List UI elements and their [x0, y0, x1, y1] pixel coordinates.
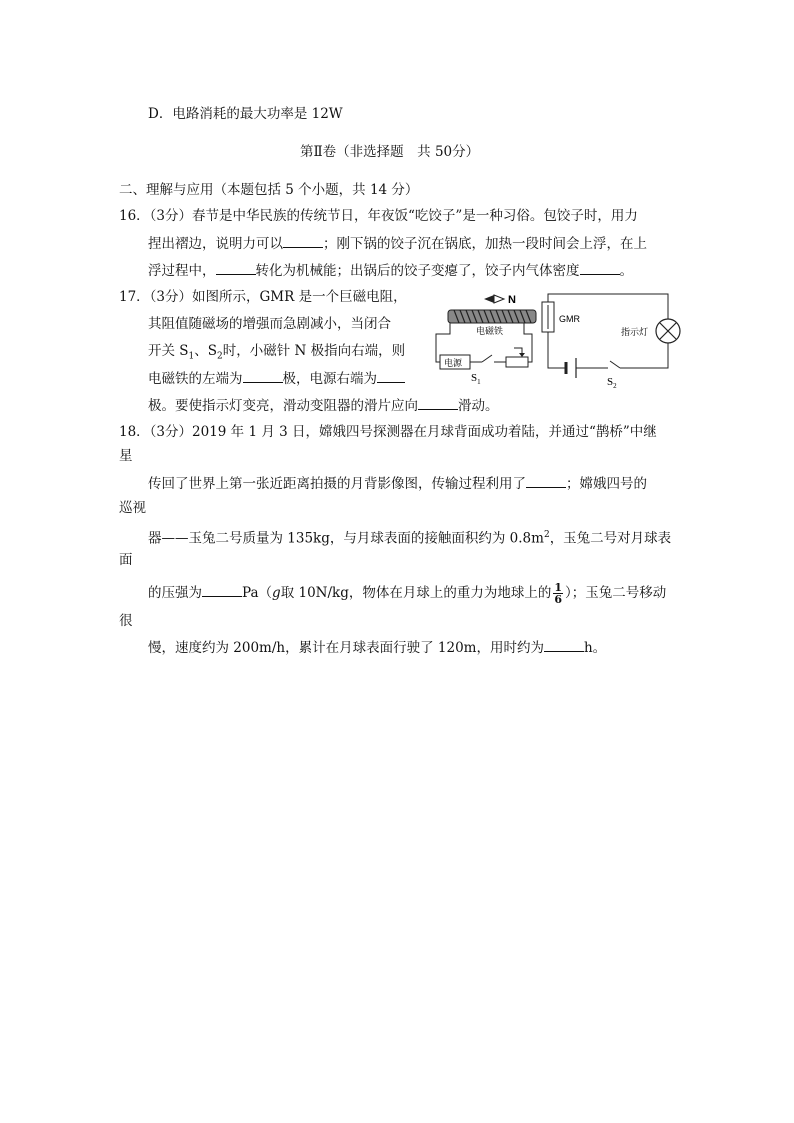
subscript: 1: [188, 351, 195, 362]
answer-blank[interactable]: [526, 473, 566, 488]
q17-text: 、S: [194, 343, 218, 359]
q18-line3: [148, 525, 671, 549]
part2-title: 二、理解与应用（本题包括 5 个小题，共 14 分）: [119, 182, 419, 198]
q18-text: 的压强为: [148, 585, 202, 601]
q17-line2: 其阻值随磁场的增强而急剧减小，当闭合: [148, 316, 391, 332]
gmr-label: GMR: [559, 314, 580, 324]
answer-blank[interactable]: [202, 582, 242, 597]
rheostat: [506, 357, 528, 367]
q17-text: 开关 S: [148, 343, 189, 359]
q18-line5: [148, 637, 606, 658]
q18-line2: [148, 473, 647, 494]
q17-text: 极。要使指示灯变亮，滑动变阻器的滑片应向: [148, 398, 418, 414]
s1-label: $S_1$: [471, 372, 481, 386]
rheostat-slider: [514, 348, 522, 357]
q17-text: 极，电源右端为: [282, 371, 377, 387]
answer-blank[interactable]: [580, 260, 620, 275]
slider-arrow-icon: [519, 353, 525, 357]
q17-text: 电磁铁的左端为: [148, 371, 243, 387]
q18-wrap4: 很: [119, 613, 133, 629]
q16-text: 浮过程中，: [148, 263, 216, 279]
answer-blank[interactable]: [418, 395, 458, 410]
fraction-one-sixth: [553, 582, 563, 605]
q16-text: 转化为机械能；出锅后的饺子变瘪了，饺子内气体密度: [255, 263, 580, 279]
q18-text: 传回了世界上第一张近距离拍摄的月背影像图，传输过程利用了: [148, 476, 526, 492]
q18-text: Pa（: [242, 585, 273, 601]
lamp-icon: [656, 319, 680, 343]
q18-text: ）；玉兔二号移动: [565, 585, 667, 601]
q18-text: 取 10N/kg，物体在月球上的重力为地球上的: [280, 585, 552, 601]
q16-text: 捏出褶边，说明力可以: [148, 236, 283, 252]
fraction-denominator: 6: [554, 593, 562, 606]
superscript: 2: [543, 530, 550, 540]
answer-blank[interactable]: [243, 368, 283, 383]
electromagnet-label: 电磁铁: [476, 326, 504, 336]
q18-text: 慢，速度约为 200m/h，累计在月球表面行驶了 120m，用时约为: [148, 640, 544, 656]
q16-text: 。: [619, 263, 633, 279]
q17-text: 时，小磁针 N 极指向右端，则: [222, 343, 406, 359]
answer-blank[interactable]: [283, 233, 323, 248]
lamp-label: 指示灯: [621, 327, 649, 337]
answer-blank[interactable]: [216, 260, 256, 275]
q17-line5: [148, 395, 499, 416]
q18-text: 器——玉兔二号质量为 135kg，与月球表面的接触面积约为 0.8m: [148, 530, 544, 547]
subscript: 2: [217, 351, 223, 362]
compass-needle-icon: [484, 294, 516, 306]
q18-wrap1: 星: [119, 448, 133, 464]
fraction-numerator: 1: [554, 581, 562, 594]
q17-text: 滑动。: [458, 398, 499, 414]
electromagnet-icon: [448, 310, 536, 323]
q16-line2: [148, 233, 647, 254]
q16-text: ；刚下锅的饺子沉在锅底，加热一段时间会上浮，在上: [323, 236, 647, 252]
needle-label: N: [508, 294, 516, 306]
section-header: 第Ⅱ卷（非选择题 共 50分）: [300, 144, 480, 160]
circuit-diagram: [428, 288, 693, 388]
answer-blank[interactable]: [544, 637, 584, 652]
q18-text: ；嫦娥四号的: [566, 476, 647, 492]
q18-wrap2: 巡视: [119, 500, 146, 516]
q18-line1: 18．（3分）2019 年 1 月 3 日，嫦娥四号探测器在月球背面成功着陆，并通过“鹊桥”中继: [119, 424, 657, 440]
option-d: D．电路消耗的最大功率是 12W: [148, 106, 343, 122]
q17-line1: 17．（3分）如图所示，GMR 是一个巨磁电阻，: [119, 289, 407, 305]
q18-text: ，玉兔二号对月球表: [549, 530, 672, 547]
g-symbol: g: [272, 585, 281, 601]
q18-line4: [148, 582, 666, 605]
battery-icon: [566, 358, 576, 378]
answer-blank[interactable]: [377, 368, 405, 383]
q17-line4: [148, 368, 405, 389]
q18-text: h。: [583, 640, 607, 656]
right-circuit-wires: [548, 294, 668, 368]
s2-label: $S_2$: [607, 376, 617, 388]
q16-line1: 16．（3分）春节是中华民族的传统节日，年夜饭“吃饺子”是一种习俗。包饺子时，用力: [119, 208, 638, 224]
q18-wrap3: 面: [119, 552, 133, 568]
q16-line3: [148, 260, 633, 281]
power-label: 电源: [444, 358, 463, 368]
q17-line3: [148, 341, 405, 367]
